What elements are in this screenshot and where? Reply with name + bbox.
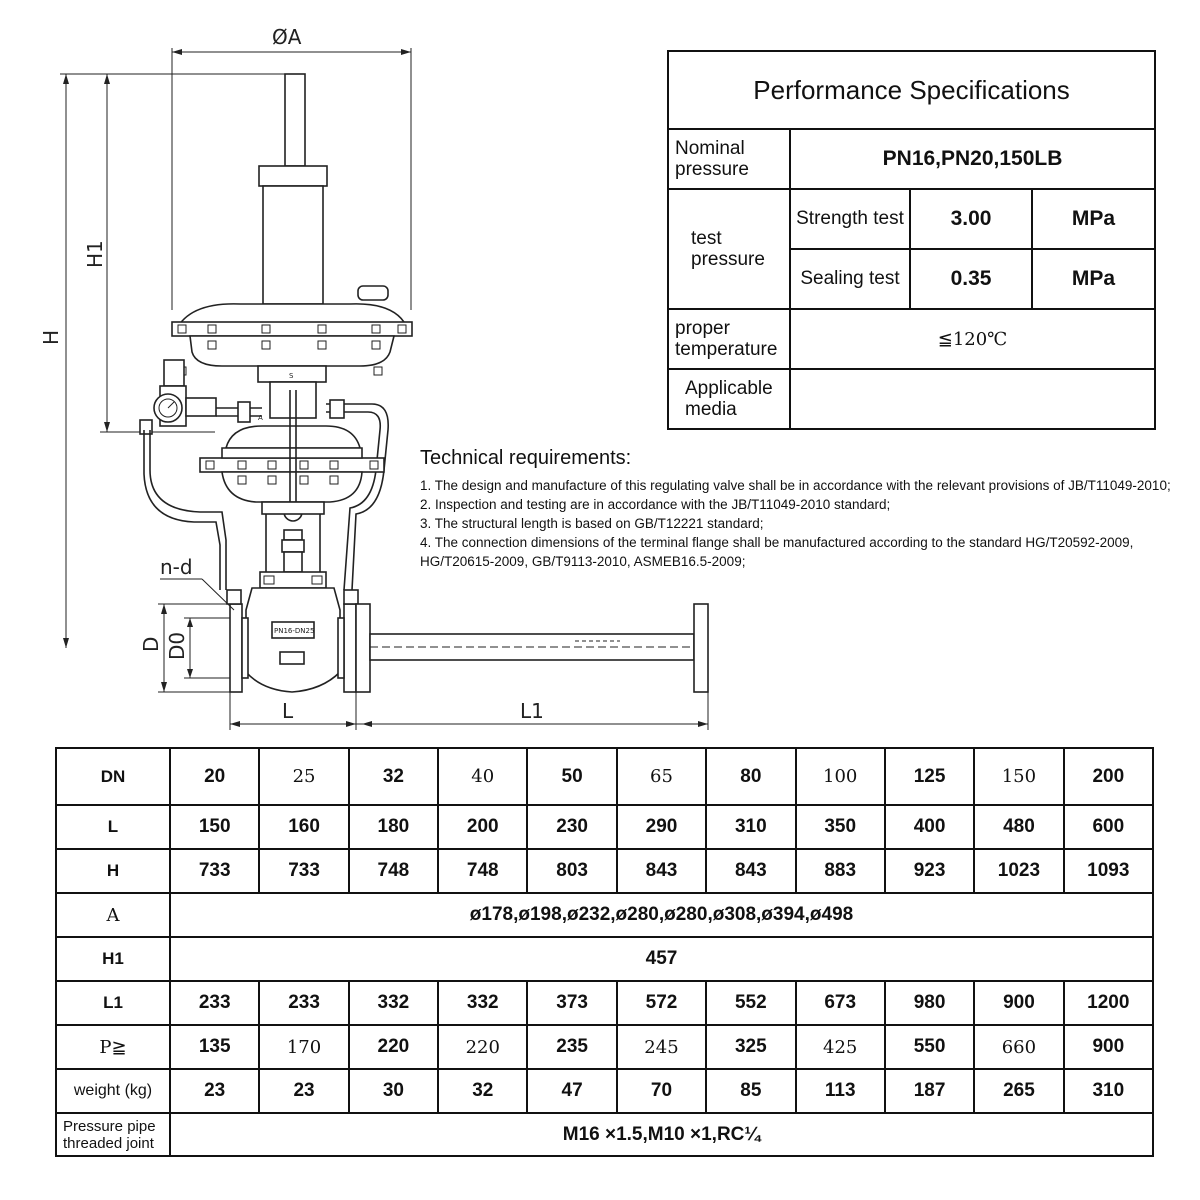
row-h xyxy=(56,849,1153,893)
l-cell: 200 xyxy=(438,805,527,849)
p-cell: 325 xyxy=(706,1025,795,1069)
l-cell: 400 xyxy=(885,805,974,849)
h-label: H xyxy=(56,849,170,893)
tech-req-line: 2. Inspection and testing are in accordance with the JB/T11049-2010 standard; xyxy=(420,497,891,512)
weight-label: weight (kg) xyxy=(56,1069,170,1113)
weight-cell: 310 xyxy=(1064,1069,1153,1113)
l1-cell: 373 xyxy=(527,981,616,1025)
dn-cell: 65 xyxy=(617,748,706,805)
valve-body xyxy=(227,588,358,692)
dim-l xyxy=(230,692,708,730)
valve-drawing xyxy=(0,0,720,740)
row-dn xyxy=(56,748,1153,805)
pressure-joint-value: M16 ×1.5,M10 ×1,RC¼ xyxy=(170,1113,1153,1156)
dn-cell: 40 xyxy=(438,748,527,805)
weight-cell: 187 xyxy=(885,1069,974,1113)
stamp-s: S xyxy=(289,372,294,380)
dn-cell: 80 xyxy=(706,748,795,805)
l1-cell: 900 xyxy=(974,981,1063,1025)
l-cell: 290 xyxy=(617,805,706,849)
strength-test-unit: MPa xyxy=(1032,189,1155,249)
dn-cell: 125 xyxy=(885,748,974,805)
l1-cell: 980 xyxy=(885,981,974,1025)
l1-label: L1 xyxy=(56,981,170,1025)
l-cell: 600 xyxy=(1064,805,1153,849)
downstream-pipe xyxy=(356,604,708,692)
row-a xyxy=(56,893,1153,937)
sealing-test-label: Sealing test xyxy=(790,249,910,309)
performance-spec-table xyxy=(667,50,1156,430)
nameplate: PN16-DN25 xyxy=(274,627,315,635)
p-cell: 170 xyxy=(259,1025,348,1069)
p-label: P≧ xyxy=(56,1025,170,1069)
tech-req-line: 1. The design and manufacture of this regulating valve shall be in accordance with the relevant provisions of JB/T11049-2010; xyxy=(420,478,1171,493)
row-l1 xyxy=(56,981,1153,1025)
dimension-table xyxy=(55,747,1154,1157)
media-label: Applicable media xyxy=(668,369,790,429)
dim-h-label: H xyxy=(39,329,63,345)
l1-cell: 332 xyxy=(438,981,527,1025)
l-cell: 480 xyxy=(974,805,1063,849)
actuator xyxy=(172,74,412,418)
dn-cell: 100 xyxy=(796,748,885,805)
l-cell: 310 xyxy=(706,805,795,849)
h-cell: 843 xyxy=(617,849,706,893)
strength-test-label: Strength test xyxy=(790,189,910,249)
p-cell: 900 xyxy=(1064,1025,1153,1069)
h-cell: 923 xyxy=(885,849,974,893)
dn-cell: 50 xyxy=(527,748,616,805)
temperature-value: ≦120℃ xyxy=(790,309,1155,369)
media-value xyxy=(790,369,1155,429)
l-cell: 180 xyxy=(349,805,438,849)
tech-req-line: 4. The connection dimensions of the terminal flange shall be manufactured according to the standard HG/T20592-2009, HG/T20615-2009, GB/T9113-2010, ASMEB16.5-2009; xyxy=(420,535,1134,569)
weight-cell: 85 xyxy=(706,1069,795,1113)
test-pressure-label: test pressure xyxy=(668,189,790,309)
h-cell: 748 xyxy=(438,849,527,893)
a-label: A xyxy=(56,893,170,937)
weight-cell: 47 xyxy=(527,1069,616,1113)
perf-title: Performance Specifications xyxy=(668,51,1155,129)
tech-req-line: 3. The structural length is based on GB/T12221 standard; xyxy=(420,516,764,531)
strength-test-value: 3.00 xyxy=(910,189,1032,249)
row-pressure-joint xyxy=(56,1113,1153,1156)
dim-d xyxy=(139,604,230,692)
h-cell: 733 xyxy=(170,849,259,893)
l1-cell: 233 xyxy=(259,981,348,1025)
dn-cell: 25 xyxy=(259,748,348,805)
sealing-test-unit: MPa xyxy=(1032,249,1155,309)
h-cell: 1023 xyxy=(974,849,1063,893)
h-cell: 883 xyxy=(796,849,885,893)
dim-oa-label: ØA xyxy=(272,25,302,49)
dim-h1-label: H1 xyxy=(83,240,107,268)
l1-cell: 572 xyxy=(617,981,706,1025)
weight-cell: 23 xyxy=(259,1069,348,1113)
l1-cell: 552 xyxy=(706,981,795,1025)
l-cell: 350 xyxy=(796,805,885,849)
p-cell: 245 xyxy=(617,1025,706,1069)
p-cell: 135 xyxy=(170,1025,259,1069)
dn-cell: 150 xyxy=(974,748,1063,805)
row-h1 xyxy=(56,937,1153,981)
l-cell: 160 xyxy=(259,805,348,849)
l1-cell: 233 xyxy=(170,981,259,1025)
technical-requirements xyxy=(420,447,1180,571)
row-p xyxy=(56,1025,1153,1069)
dim-nd xyxy=(160,555,234,610)
nominal-pressure-value: PN16,PN20,150LB xyxy=(790,129,1155,189)
h-cell: 843 xyxy=(706,849,795,893)
h-cell: 733 xyxy=(259,849,348,893)
p-cell: 425 xyxy=(796,1025,885,1069)
h-cell: 1093 xyxy=(1064,849,1153,893)
dim-d0-label: D0 xyxy=(165,631,189,660)
weight-cell: 30 xyxy=(349,1069,438,1113)
dim-h1 xyxy=(83,74,215,432)
dim-nd-label: n-d xyxy=(160,555,193,579)
weight-cell: 113 xyxy=(796,1069,885,1113)
h1-label: H1 xyxy=(56,937,170,981)
weight-cell: 23 xyxy=(170,1069,259,1113)
p-cell: 660 xyxy=(974,1025,1063,1069)
temperature-label: proper temperature xyxy=(668,309,790,369)
l-label: L xyxy=(56,805,170,849)
dn-cell: 200 xyxy=(1064,748,1153,805)
row-l xyxy=(56,805,1153,849)
l-cell: 230 xyxy=(527,805,616,849)
h-cell: 803 xyxy=(527,849,616,893)
l-cell: 150 xyxy=(170,805,259,849)
nominal-pressure-label: Nominal pressure xyxy=(668,129,790,189)
p-cell: 220 xyxy=(438,1025,527,1069)
tech-req-title: Technical requirements: xyxy=(420,447,632,469)
dn-label: DN xyxy=(56,748,170,805)
p-cell: 235 xyxy=(527,1025,616,1069)
pressure-joint-label: Pressure pipe threaded joint xyxy=(56,1113,170,1156)
weight-cell: 265 xyxy=(974,1069,1063,1113)
l1-cell: 332 xyxy=(349,981,438,1025)
dim-l1-label: L1 xyxy=(520,699,544,723)
dim-l-label: L xyxy=(282,699,294,723)
p-cell: 550 xyxy=(885,1025,974,1069)
p-cell: 220 xyxy=(349,1025,438,1069)
weight-cell: 70 xyxy=(617,1069,706,1113)
dn-cell: 32 xyxy=(349,748,438,805)
h-cell: 748 xyxy=(349,849,438,893)
h1-value: 457 xyxy=(170,937,1153,981)
a-value: ø178,ø198,ø232,ø280,ø280,ø308,ø394,ø498 xyxy=(170,893,1153,937)
dn-cell: 20 xyxy=(170,748,259,805)
row-weight xyxy=(56,1069,1153,1113)
weight-cell: 32 xyxy=(438,1069,527,1113)
sealing-test-value: 0.35 xyxy=(910,249,1032,309)
l1-cell: 1200 xyxy=(1064,981,1153,1025)
dim-d-label: D xyxy=(139,636,163,652)
stamp-a: A xyxy=(258,414,263,422)
l1-cell: 673 xyxy=(796,981,885,1025)
